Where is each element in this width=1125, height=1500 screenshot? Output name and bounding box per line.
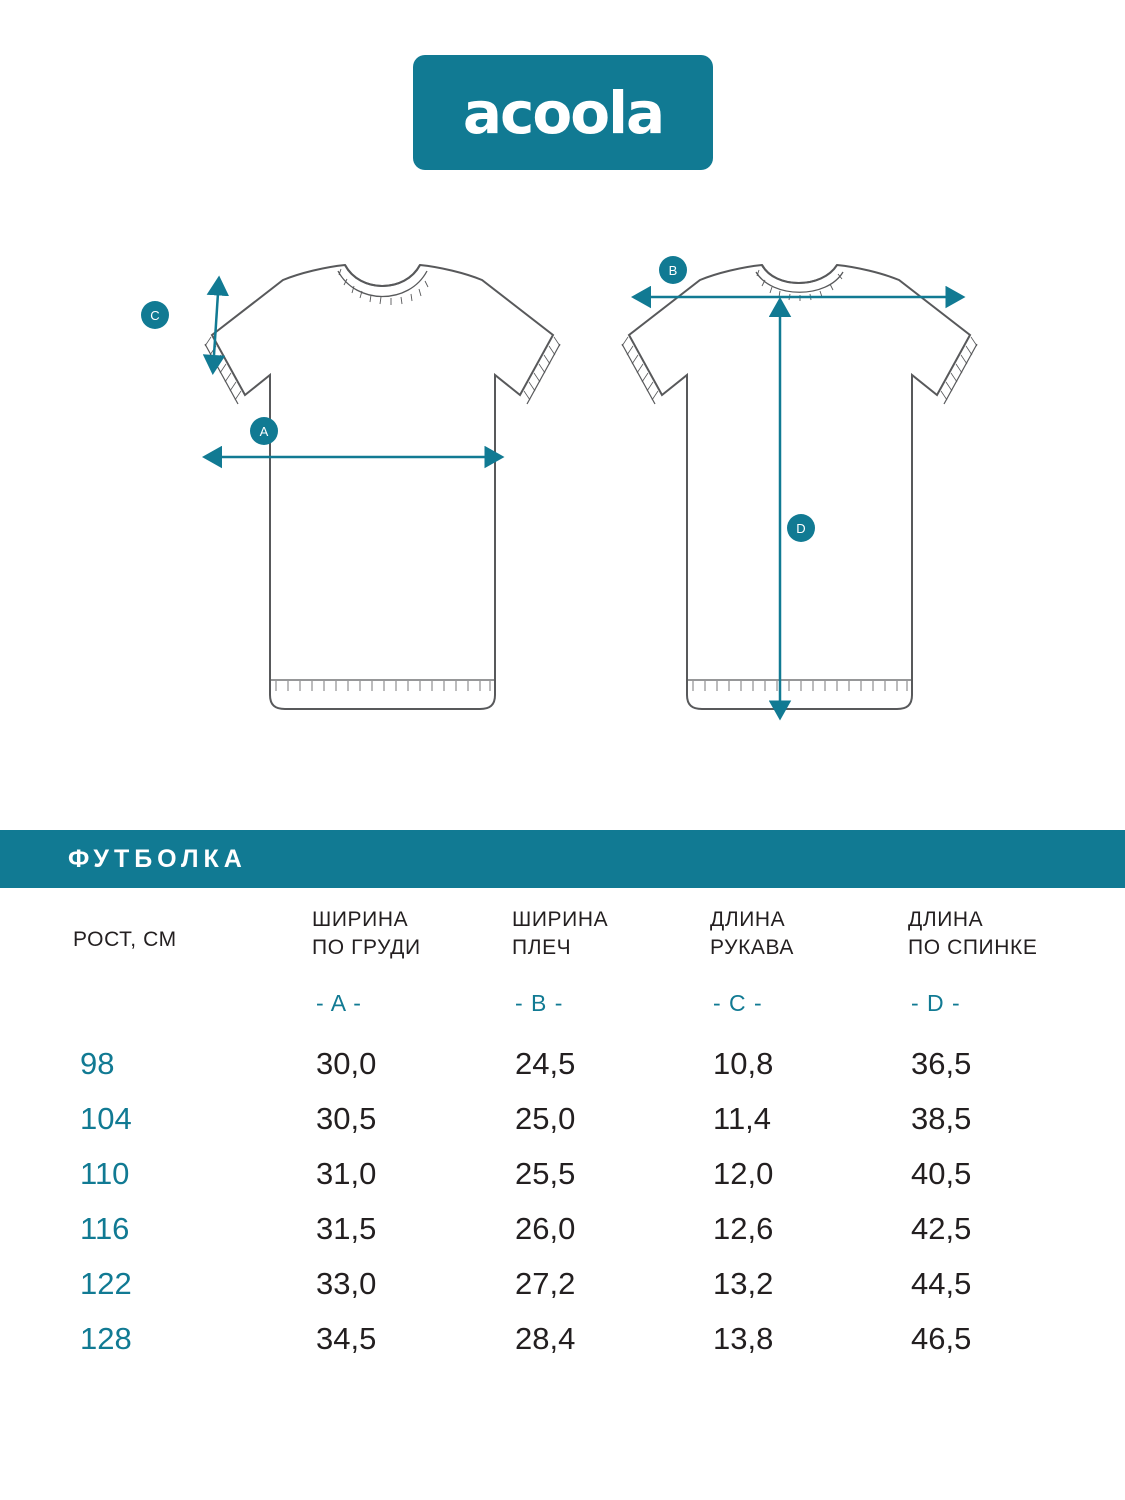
cell-c: 11,4 [713,1101,772,1136]
cell-size: 98 [80,1046,115,1081]
table-row [0,1211,1125,1266]
cell-d: 42,5 [911,1211,972,1246]
header-col-c-line1: ДЛИНА [710,908,786,931]
garment-diagram [0,225,1125,805]
cell-size: 110 [80,1156,130,1191]
label-a-text: A [259,424,269,439]
header-col-a-line2: ПО ГРУДИ [312,936,421,960]
label-d-text: D [796,521,806,536]
brand-logo-text: acoola [462,78,664,147]
cell-b: 25,0 [515,1101,576,1136]
header-col-c [710,906,794,963]
table-key-row [0,984,1125,1046]
table-row [0,1156,1125,1211]
header-col-d [908,906,1037,963]
cell-a: 30,0 [316,1046,377,1081]
cell-d: 40,5 [911,1156,972,1191]
size-chart-title: ФУТБОЛКА [68,844,247,873]
header-col-a [312,906,421,963]
front-tshirt-drawing [205,265,560,709]
cell-c: 13,2 [713,1266,774,1301]
cell-c: 12,6 [713,1211,774,1246]
cell-a: 30,5 [316,1101,377,1136]
cell-a: 31,5 [316,1211,377,1246]
key-c: - C - [713,990,763,1016]
cell-d: 44,5 [911,1266,972,1301]
cell-b: 27,2 [515,1266,576,1301]
key-a: - A - [316,990,362,1016]
cell-b: 24,5 [515,1046,576,1081]
key-b: - B - [515,990,564,1016]
cell-c: 10,8 [713,1046,774,1081]
cell-size: 128 [80,1321,132,1356]
cell-a: 31,0 [316,1156,377,1191]
label-b-text: B [668,263,678,278]
header-col-d-line2: ПО СПИНКЕ [908,936,1038,960]
cell-size: 104 [80,1101,132,1136]
table-row [0,1101,1125,1156]
header-col-b-line1: ШИРИНА [512,908,609,931]
header-col-c-line2: РУКАВА [710,936,795,960]
size-chart [0,830,1125,1376]
table-row [0,1046,1125,1101]
table-row [0,1266,1125,1321]
cell-a: 33,0 [316,1266,377,1301]
cell-c: 12,0 [713,1156,774,1191]
cell-c: 13,8 [713,1321,774,1356]
cell-b: 26,0 [515,1211,576,1246]
header-col-b-line2: ПЛЕЧ [512,936,572,960]
cell-d: 38,5 [911,1101,972,1136]
cell-d: 46,5 [911,1321,972,1356]
cell-b: 28,4 [515,1321,576,1356]
header-col-d-line1: ДЛИНА [908,908,984,931]
table-row [0,1321,1125,1376]
header-size: РОСТ, СМ [73,928,177,951]
cell-size: 122 [80,1266,132,1301]
brand-logo [413,55,713,170]
cell-d: 36,5 [911,1046,972,1081]
label-c-text: C [150,308,160,323]
cell-b: 25,5 [515,1156,576,1191]
header-col-a-line1: ШИРИНА [312,908,409,931]
size-chart-title-bar [0,830,1125,888]
back-tshirt-drawing [622,265,977,709]
table-header-row [0,888,1125,984]
header-col-b [512,906,608,963]
key-d: - D - [911,990,961,1016]
cell-a: 34,5 [316,1321,377,1356]
cell-size: 116 [80,1211,130,1246]
